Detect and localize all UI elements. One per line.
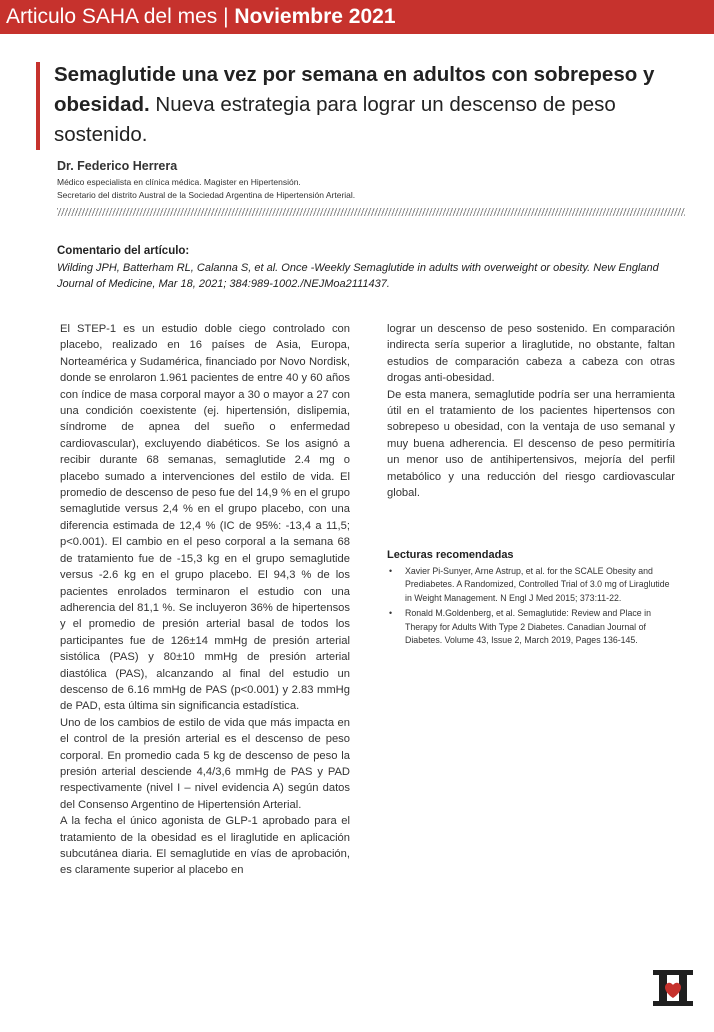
header-banner bbox=[0, 0, 714, 34]
readings-heading: Lecturas recomendadas bbox=[387, 549, 514, 561]
article-title bbox=[54, 60, 694, 150]
article-citation: Wilding JPH, Batterham RL, Calanna S, et al. Once -Weekly Semaglutide in adults with overweight or obesity. New England Journal of Medicine, Mar 18, 2021; 384:989-1002./NEJMoa2111437. bbox=[57, 262, 659, 290]
title-accent-bar bbox=[36, 62, 40, 150]
saha-h-logo-icon bbox=[650, 968, 696, 1008]
reading-text: Ronald M.Goldenberg, et al. Semaglutide: Review and Place in Therapy for Adults With Type 2 Diabetes. Canadian Journal of Diabetes. Volume 43, Issue 2, March 2019, Pages 136-145. bbox=[405, 608, 651, 646]
body-paragraph: El STEP-1 es un estudio doble ciego controlado con placebo, realizado en 16 países de Asia, Europa, Norteamérica y Sudamérica, financiado por Novo Nordisk, donde se enrolaron 1.961 pacientes de entre 40 y 60 años con índice de masa corporal mayor a 30 o mayor a 27 con una condición coexistente (ej. hipertensión, dislipemia, síndrome de apnea del sueño o enfermedad cardiovascular), excluyendo diabéticos. Se los asignó a recibir durante 68 semanas, semaglutide 2.4 mg o placebo sumado a intervenciones del estilo de vida. El promedio de descenso de peso fue del 14,9 % en el grupo semaglutide versus 2,4 % en el grupo placebo, con una diferencia estimada de 12,4 % (IC de 95%: -13,4 a 11,5; p<0.001). El cambio en el peso corporal a la semana 68 de tratamiento fue de -15,3 kg en el grupo semaglutide versus -2.6 kg en el grupo placebo. El 94,3 % de los pacientes enrolados terminaron el estudio con una adherencia del 81,1 %. Se incluyeron 36% de hipertensos y el promedio de presión arterial basal de todos los participantes fue de 126±14 mmHg de presión arterial sistólica (PAS) y 80±10 mmHg de presión arterial diastólica (PAS), alcanzando al final del estudio un descenso de 6.16 mmHg de PAS (p<0.001) y 2.83 mmHg de PAD, esta última sin significancia estadística. bbox=[60, 323, 350, 713]
bullet-icon: • bbox=[389, 566, 393, 576]
body-paragraph: Uno de los cambios de estilo de vida que más impacta en el control de la presión arterial es el descenso de peso corporal. En promedio cada 5 kg de descenso de peso la presión arterial desciende 4,4/3,6 mmHg de PAS y PAD respectivamente (nivel I – nivel evidencia A) según datos del Consenso Argentino de Hipertensión Arterial. bbox=[60, 716, 350, 811]
article-title-rest: Nueva estrategia para lograr un descenso de peso sostenido. bbox=[54, 93, 616, 146]
author-affiliation: Médico especialista en clínica médica. Magister en Hipertensión. bbox=[57, 177, 301, 187]
author-name: Dr. Federico Herrera bbox=[57, 159, 178, 173]
body-column-right bbox=[387, 321, 675, 501]
body-paragraph: De esta manera, semaglutide podría ser una herramienta útil en el tratamiento de los pacientes hipertensos con sobrepeso u obesidad, con la ventaja de uso semanal y muy buena adherencia. El descenso de peso permitiría un menor uso de antihipertensivos, mejoría del perfil metabólico y una reducción del riesgo cardiovascular global. bbox=[387, 388, 675, 500]
header-section: Articulo SAHA del mes bbox=[6, 5, 218, 28]
reading-text: Xavier Pi-Sunyer, Arne Astrup, et al. for the SCALE Obesity and Prediabetes. A Randomized, Controlled Trial of 3.0 mg of Liraglutide in Weight Management. N Engl J Med 2015; 373:11-22. bbox=[405, 566, 670, 603]
header-month: Noviembre 2021 bbox=[234, 5, 396, 28]
reading-item bbox=[387, 565, 675, 605]
author-affiliation: Secretario del distrito Austral de la Sociedad Argentina de Hipertensión Arterial. bbox=[57, 190, 356, 200]
body-paragraph: A la fecha el único agonista de GLP-1 aprobado para el tratamiento de la obesidad es el liraglutide en aplicación subcutánea diaria. El semaglutide en vías de aprobación, es claramente superior al placebo en bbox=[60, 815, 350, 877]
body-paragraph: lograr un descenso de peso sostenido. En comparación indirecta sería superior a liraglutide, no obstante, faltan estudios de comparación cabeza a cabeza con otras drogas anti-obesidad. bbox=[387, 323, 675, 385]
header-separator: | bbox=[223, 5, 229, 28]
header-title bbox=[6, 4, 396, 30]
bullet-icon: • bbox=[389, 608, 393, 619]
comment-label: Comentario del artículo: bbox=[57, 245, 190, 257]
hatched-divider bbox=[57, 208, 685, 216]
reading-item bbox=[387, 607, 675, 647]
readings-list bbox=[387, 565, 675, 649]
body-column-left bbox=[60, 321, 350, 879]
article-title-bold: Semaglutide una vez por semana en adultos con sobrepeso y obesidad. bbox=[54, 63, 655, 116]
